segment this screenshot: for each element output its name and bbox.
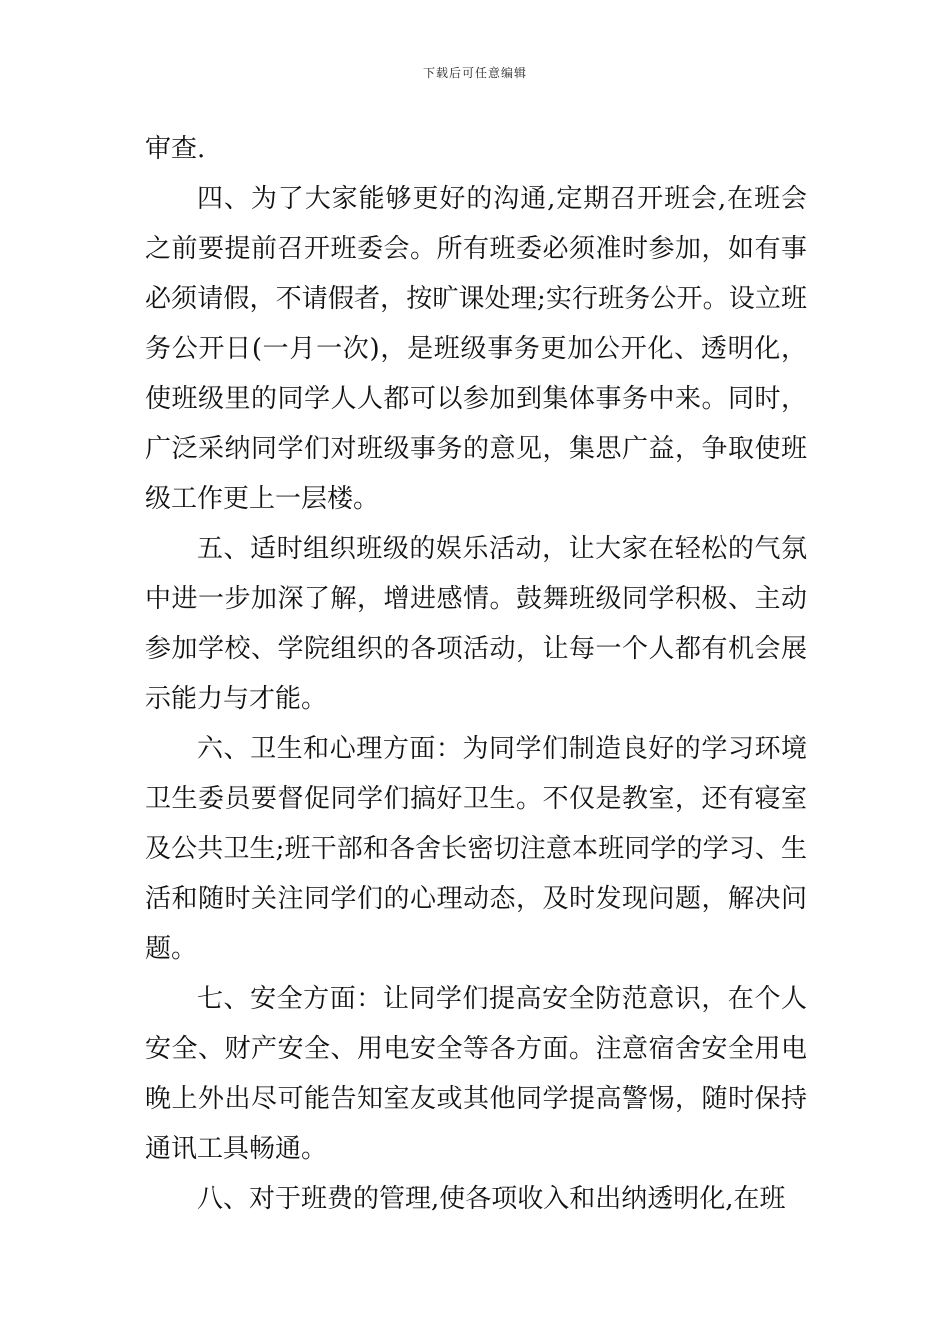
paragraph-continuation: 审查.: [145, 134, 206, 164]
document-body: [145, 124, 807, 1224]
paragraph-section-5: 五、适时组织班级的娱乐活动，让大家在轻松的气氛中进一步加深了解，增进感情。鼓舞班级同学积极、主动参加学校、学院组织的各项活动，让每一个人都有机会展示能力与才能。: [145, 534, 807, 714]
page-header: 下载后可任意编辑: [422, 66, 527, 80]
paragraph-section-4: 四、为了大家能够更好的沟通,定期召开班会,在班会之前要提前召开班委会。所有班委必须准时参加，如有事必须请假，不请假者，按旷课处理;实行班务公开。设立班务公开日(一月一次)，是班级事务更加公开化、透明化，使班级里的同学人人都可以参加到集体事务中来。同时，广泛采纳同学们对班级事务的意见，集思广益，争取使班级工作更上一层楼。: [145, 184, 807, 514]
paragraph-section-6: 六、卫生和心理方面：为同学们制造良好的学习环境卫生委员要督促同学们搞好卫生。不仅是教室，还有寝室及公共卫生;班干部和各舍长密切注意本班同学的学习、生活和随时关注同学们的心理动态，及时发现问题，解决问题。: [145, 734, 807, 964]
paragraph-section-7: 七、安全方面：让同学们提高安全防范意识，在个人安全、财产安全、用电安全等各方面。注意宿舍安全用电晚上外出尽可能告知室友或其他同学提高警惕，随时保持通讯工具畅通。: [145, 984, 807, 1164]
paragraph-section-8: 八、对于班费的管理,使各项收入和出纳透明化,在班: [197, 1184, 786, 1214]
